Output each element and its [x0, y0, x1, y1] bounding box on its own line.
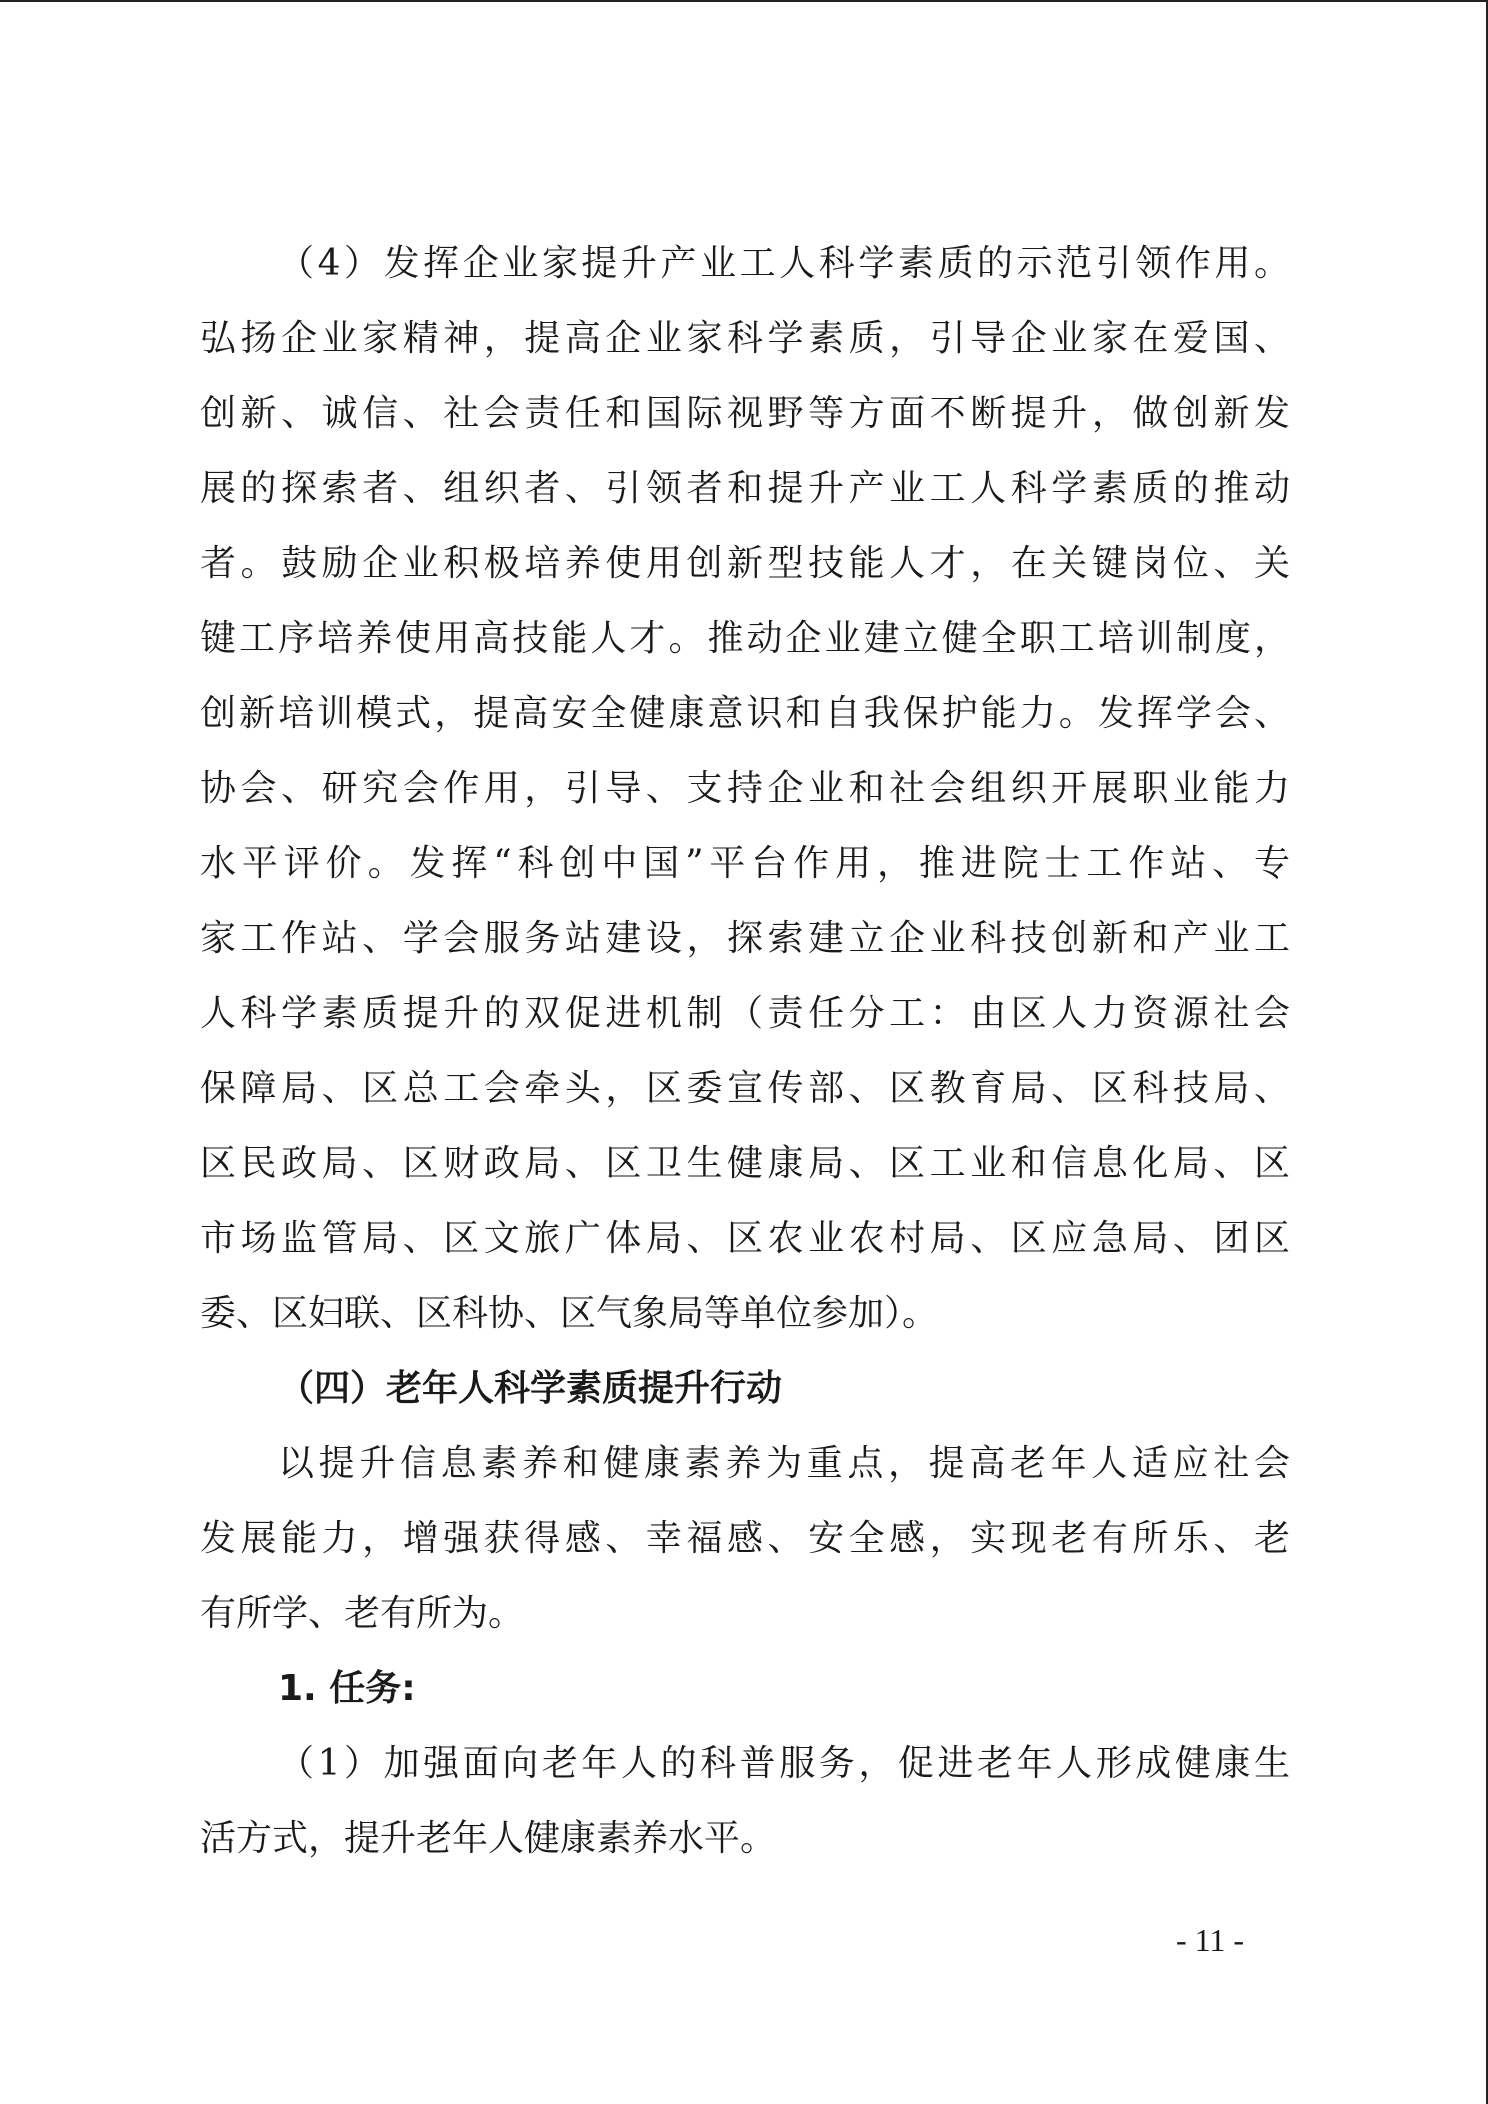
paragraph-line: 区民政局、区财政局、区卫生健康局、区工业和信息化局、区: [200, 1143, 1290, 1184]
paragraph-line: 键工序培养使用高技能人才。推动企业建立健全职工培训制度，: [200, 618, 1290, 659]
paragraph-line: 以提升信息素养和健康素养为重点，提高老年人适应社会: [278, 1443, 1290, 1484]
paragraph-line: 创新培训模式，提高安全健康意识和自我保护能力。发挥学会、: [200, 693, 1290, 734]
paragraph-line: 活方式，提升老年人健康素养水平。: [200, 1818, 777, 1859]
paragraph-line: 者。鼓励企业积极培养使用创新型技能人才，在关键岗位、关: [200, 543, 1290, 584]
paragraph-line: 水平评价。发挥“科创中国”平台作用，推进院士工作站、专: [200, 843, 1290, 884]
paragraph-line: 展的探索者、组织者、引领者和提升产业工人科学素质的推动: [200, 468, 1290, 509]
paragraph-line: 协会、研究会作用，引导、支持企业和社会组织开展职业能力: [200, 768, 1290, 809]
subsection-heading: 1. 任务:: [278, 1668, 416, 1709]
page-number: - 11 -: [1175, 1922, 1245, 1958]
paragraph-line: 发展能力，增强获得感、幸福感、安全感，实现老有所乐、老: [200, 1518, 1290, 1559]
section-heading: （四）老年人科学素质提升行动: [278, 1368, 783, 1409]
document-body: [200, 226, 1290, 1876]
paragraph-line: 家工作站、学会服务站建设，探索建立企业科技创新和产业工: [200, 918, 1290, 959]
paragraph-line: 委、区妇联、区科协、区气象局等单位参加）。: [200, 1293, 939, 1334]
paragraph-line: 市场监管局、区文旅广体局、区农业农村局、区应急局、团区: [200, 1218, 1290, 1259]
paragraph-line: （4）发挥企业家提升产业工人科学素质的示范引领作用。: [278, 243, 1290, 284]
paragraph-line: 有所学、老有所为。: [200, 1593, 525, 1634]
paragraph-line: 创新、诚信、社会责任和国际视野等方面不断提升，做创新发: [200, 393, 1290, 434]
paragraph-line: 人科学素质提升的双促进机制（责任分工：由区人力资源社会: [200, 993, 1290, 1034]
paragraph-line: 弘扬企业家精神，提高企业家科学素质，引导企业家在爱国、: [200, 318, 1290, 359]
paragraph-line: （1）加强面向老年人的科普服务，促进老年人形成健康生: [278, 1743, 1290, 1784]
paragraph-line: 保障局、区总工会牵头，区委宣传部、区教育局、区科技局、: [200, 1068, 1290, 1109]
